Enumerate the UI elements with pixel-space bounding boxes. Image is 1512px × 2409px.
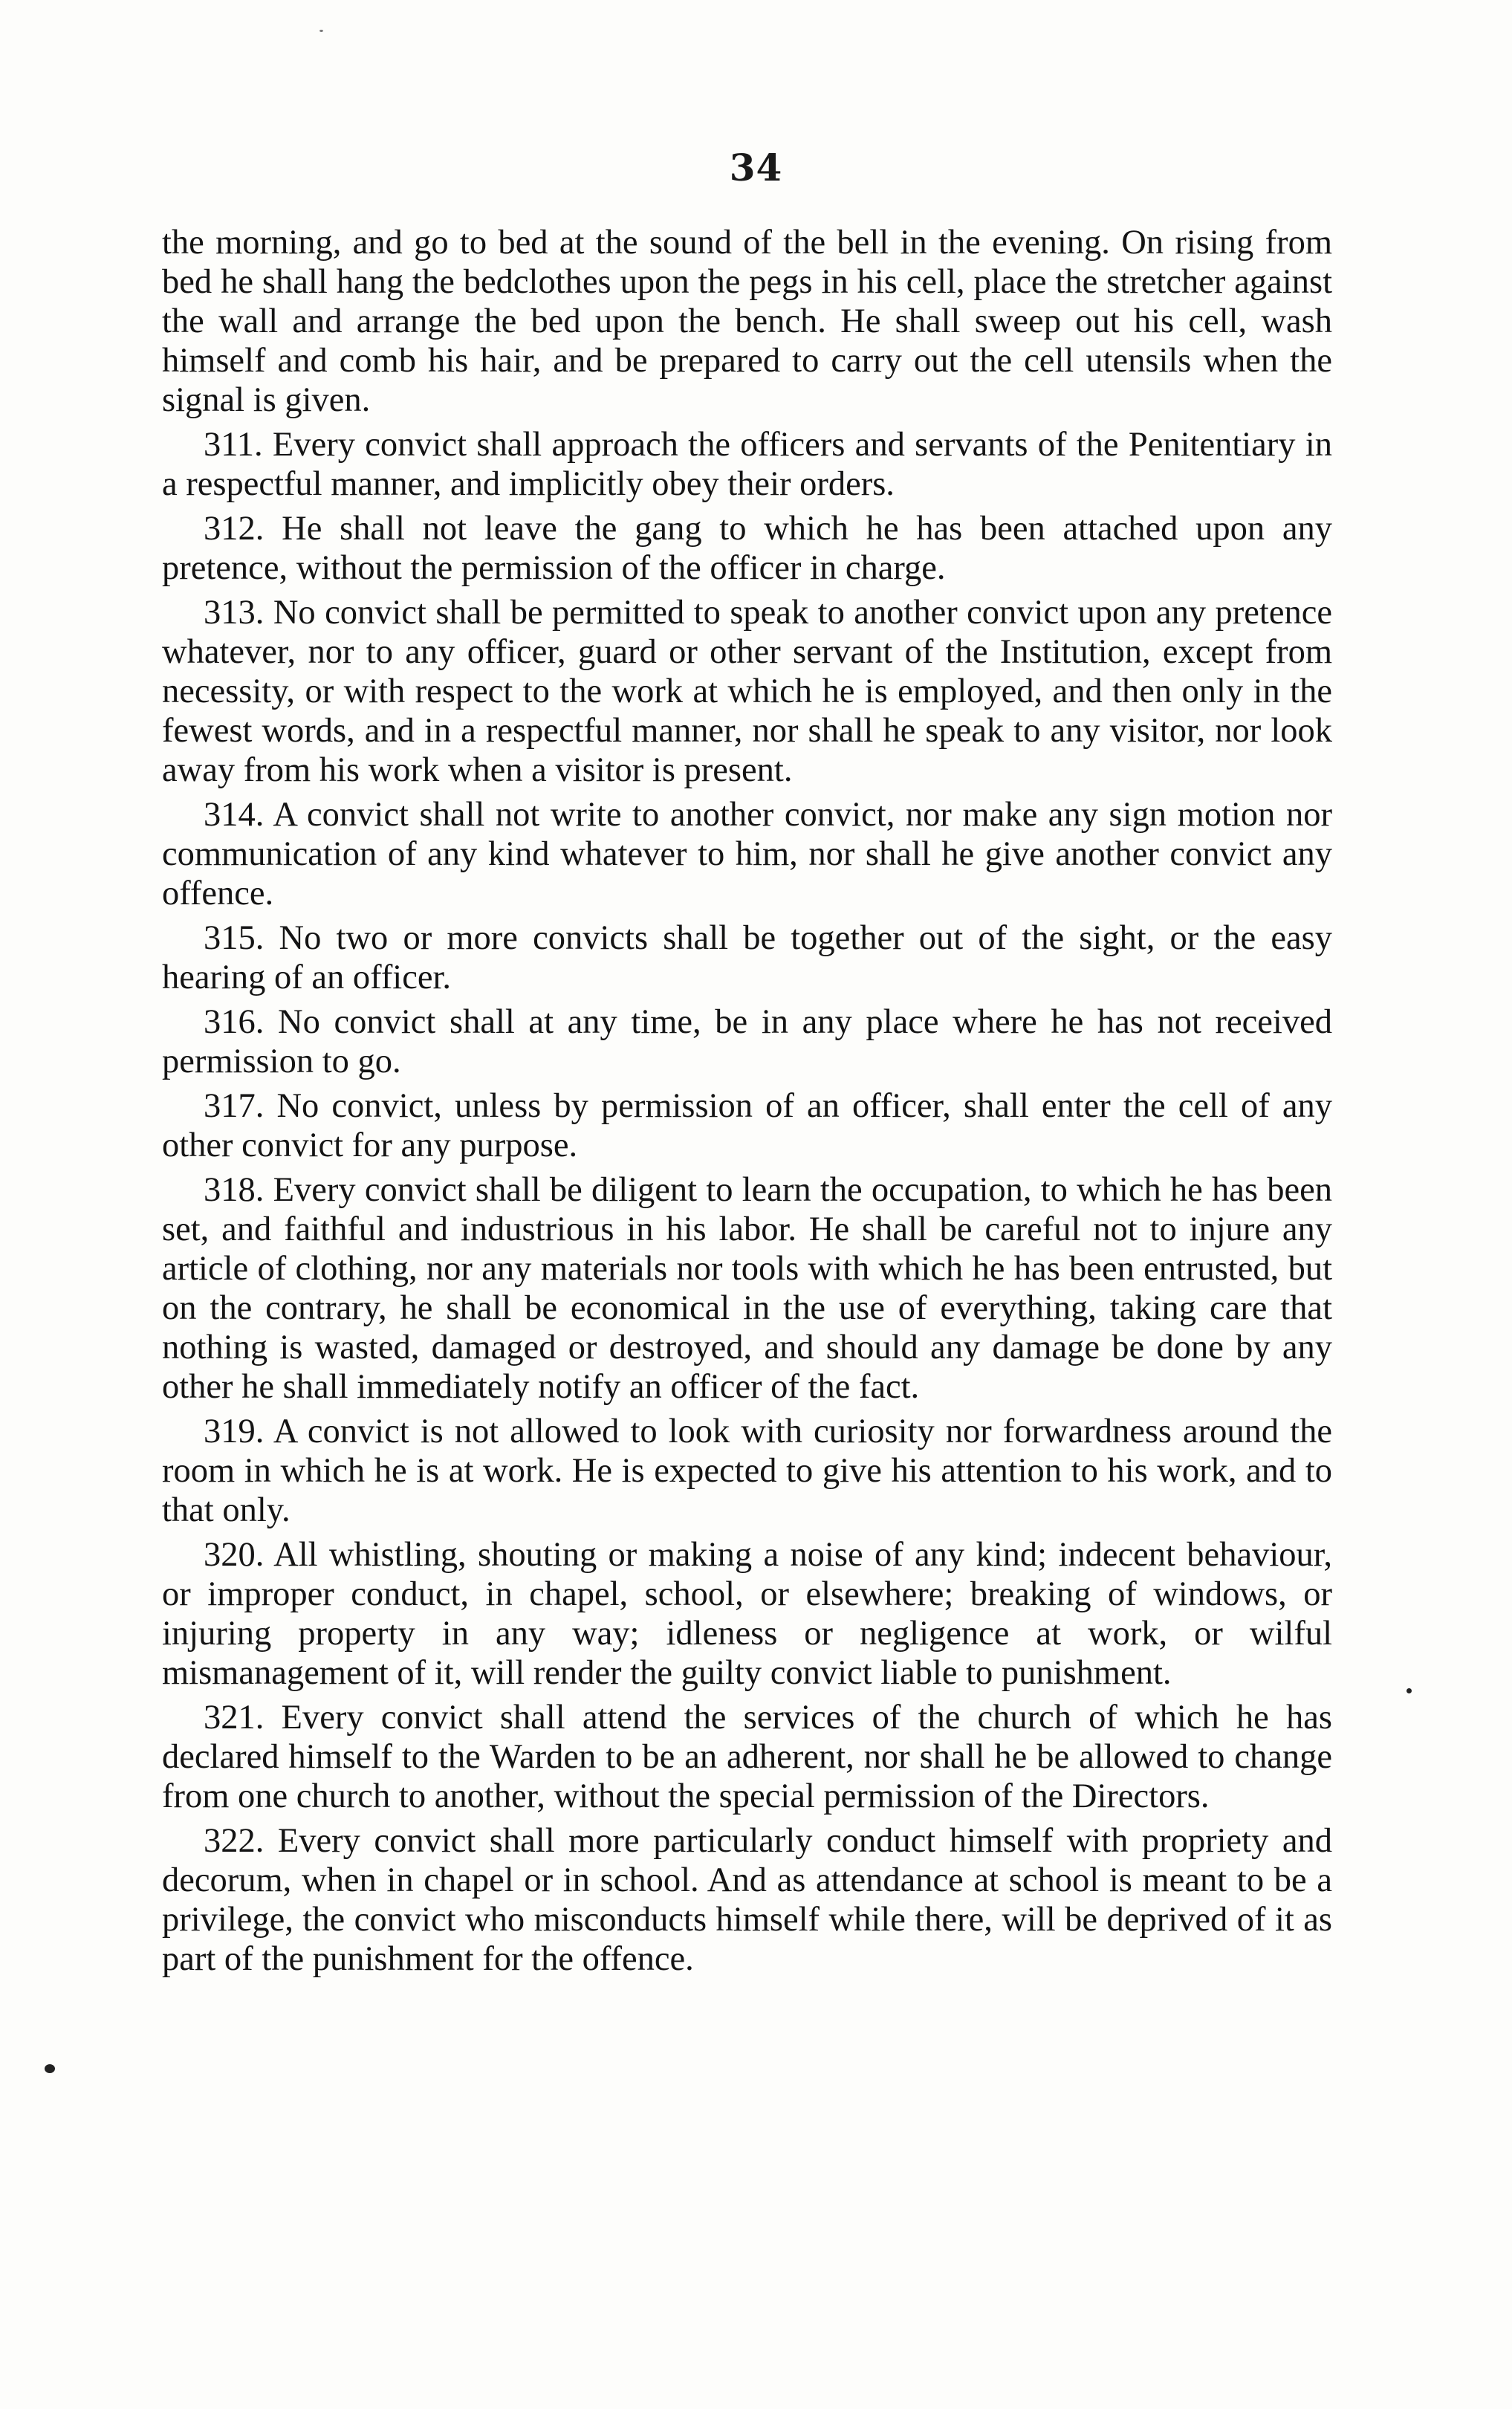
paragraph-rule-312: 312. He shall not leave the gang to which he has been attached upon any pretence, without the permission of the officer in charge. — [162, 510, 1332, 587]
page-number: 34 — [729, 146, 783, 189]
body-text — [162, 223, 1332, 1984]
paragraph-rule-322: 322. Every convict shall more particularly conduct himself with propriety and decorum, when in chapel or in school. And as attendance at school is meant to be a privilege, the convict who misconducts himself while there, will be deprived of it as part of the punishment for the offence. — [162, 1822, 1332, 1978]
paragraph-rule-320: 320. All whistling, shouting or making a noise of any kind; indecent behaviour, or improper conduct, in chapel, school, or elsewhere; breaking of windows, or injuring property in any way; idleness or negligence at work, or wilful mismanagement of it, will render the guilty convict liable to punishment. — [162, 1536, 1332, 1692]
paragraph-rule-314: 314. A convict shall not write to another convict, nor make any sign motion nor communication of any kind whatever to him, nor shall he give another convict any offence. — [162, 796, 1332, 912]
paragraph-rule-313: 313. No convict shall be permitted to speak to another convict upon any pretence whatever, nor to any officer, guard or other servant of the Institution, except from necessity, or with respect to the work at which he is employed, and then only in the fewest words, and in a respectful manner, nor shall he speak to any visitor, nor look away from his work when a visitor is present. — [162, 594, 1332, 789]
paragraph-continued: the morning, and go to bed at the sound of the bell in the evening. On rising from bed he shall hang the bedclothes upon the pegs in his cell, place the stretcher against the wall and arrange the bed upon the bench. He shall sweep out his cell, wash himself and comb his hair, and be prepared to carry out the cell utensils when the signal is given. — [162, 224, 1332, 419]
paragraph-rule-316: 316. No convict shall at any time, be in any place where he has not received permission to go. — [162, 1003, 1332, 1080]
ink-speck — [319, 30, 323, 32]
paragraph-rule-315: 315. No two or more convicts shall be together out of the sight, or the easy hearing of an officer. — [162, 919, 1332, 996]
paragraph-rule-319: 319. A convict is not allowed to look with curiosity nor forwardness around the room in which he is at work. He is expected to give his attention to his work, and to that only. — [162, 1413, 1332, 1529]
paragraph-rule-321: 321. Every convict shall attend the services of the church of which he has declared himself to the Warden to be an adherent, nor shall he be allowed to change from one church to another, without the special permission of the Directors. — [162, 1699, 1332, 1815]
ink-speck — [45, 2064, 55, 2073]
paragraph-rule-317: 317. No convict, unless by permission of an officer, shall enter the cell of any other convict for any purpose. — [162, 1087, 1332, 1164]
paragraph-rule-311: 311. Every convict shall approach the officers and servants of the Penitentiary in a respectful manner, and implicitly obey their orders. — [162, 426, 1332, 503]
paragraph-rule-318: 318. Every convict shall be diligent to learn the occupation, to which he has been set, and faithful and industrious in his labor. He shall be careful not to injure any article of clothing, nor any materials nor tools with which he has been entrusted, but on the contrary, he shall be economical in the use of everything, taking care that nothing is wasted, damaged or destroyed, and should any damage be done by any other he shall immediately notify an officer of the fact. — [162, 1171, 1332, 1406]
ink-speck — [1406, 1688, 1412, 1693]
